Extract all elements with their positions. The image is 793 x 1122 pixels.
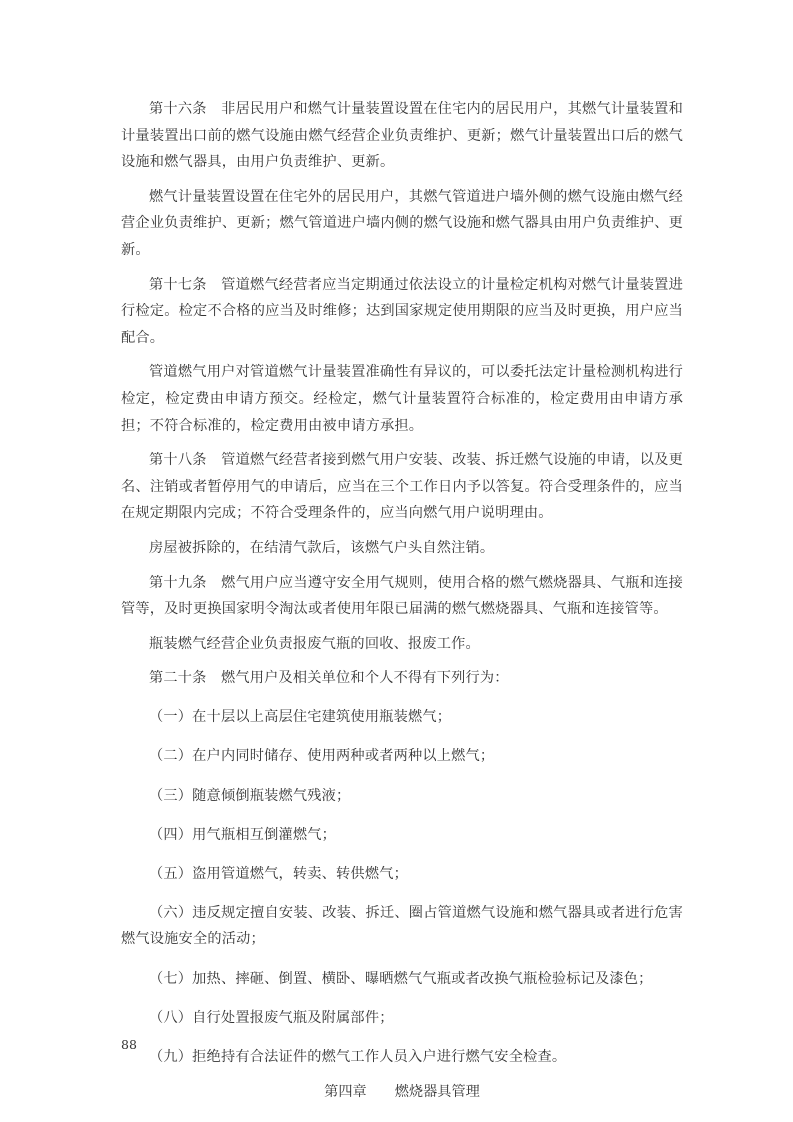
page-number: 88 [121,1037,137,1052]
article-17-paragraph: 第十七条 管道燃气经营者应当定期通过依法设立的计量检定机构对燃气计量装置进行检定。检定不合格的应当及时维修；达到国家规定使用期限的应当及时更换，用户应当配合。 [121,276,683,346]
list-item: （七）加热、摔砸、倒置、横卧、曝晒燃气气瓶或者改换气瓶检验标记及漆色； [149,970,653,987]
list-item: （六）违反规定擅自安装、改装、拆迁、圈占管道燃气设施和燃气器具或者进行危害燃气设施安全的活动； [121,904,683,948]
chapter-title: 燃烧器具管理 [394,1083,480,1100]
list-item: （八）自行处置报废气瓶及附属部件； [149,1009,394,1026]
list-item: （五）盗用管道燃气，转卖、转供燃气； [149,865,408,882]
list-item: （九）拒绝持有合法证件的燃气工作人员入户进行燃气安全检查。 [149,1048,567,1065]
article-18-paragraph-2: 房屋被拆除的，在结清气款后，该燃气户头自然注销。 [149,539,495,556]
chapter-number: 第四章 [324,1083,367,1100]
article-16-paragraph-2: 燃气计量装置设置在住宅外的居民用户，其燃气管道进户墙外侧的燃气设施由燃气经营企业负责维护、更新；燃气管道进户墙内侧的燃气设施和燃气器具由用户负责维护、更新。 [121,188,683,258]
article-19-paragraph-2: 瓶装燃气经营企业负责报废气瓶的回收、报废工作。 [149,635,480,652]
list-item: （二）在户内同时储存、使用两种或者两种以上燃气； [149,748,495,765]
list-item: （四）用气瓶相互倒灌燃气； [149,826,337,843]
list-item: （一）在十层以上高层住宅建筑使用瓶装燃气； [149,709,452,726]
list-item: （三）随意倾倒瓶装燃气残液； [149,787,351,804]
article-17-paragraph-2: 管道燃气用户对管道燃气计量装置准确性有异议的，可以委托法定计量检测机构进行检定，检定费由申请方预交。经检定，燃气计量装置符合标准的，检定费用由申请方承担；不符合标准的，检定费用由被申请方承担。 [121,364,683,434]
article-19-paragraph: 第十九条 燃气用户应当遵守安全用气规则，使用合格的燃气燃烧器具、气瓶和连接管等，及时更换国家明令淘汰或者使用年限已届满的燃气燃烧器具、气瓶和连接管等。 [121,574,683,618]
article-18-paragraph: 第十八条 管道燃气经营者接到燃气用户安装、改装、拆迁燃气设施的申请，以及更名、注销或者暂停用气的申请后，应当在三个工作日内予以答复。符合受理条件的，应当在规定期限内完成；不符合受理条件的，应当向燃气用户说明理由。 [121,452,683,522]
chapter-heading [121,1079,683,1105]
article-16-paragraph: 第十六条 非居民用户和燃气计量装置设置在住宅内的居民用户，其燃气计量装置和计量装置出口前的燃气设施由燃气经营企业负责维护、更新；燃气计量装置出口后的燃气设施和燃气器具，由用户负责维护、更新。 [121,101,683,171]
document-body [121,96,683,1105]
article-20-paragraph: 第二十条 燃气用户及相关单位和个人不得有下列行为： [149,670,509,687]
